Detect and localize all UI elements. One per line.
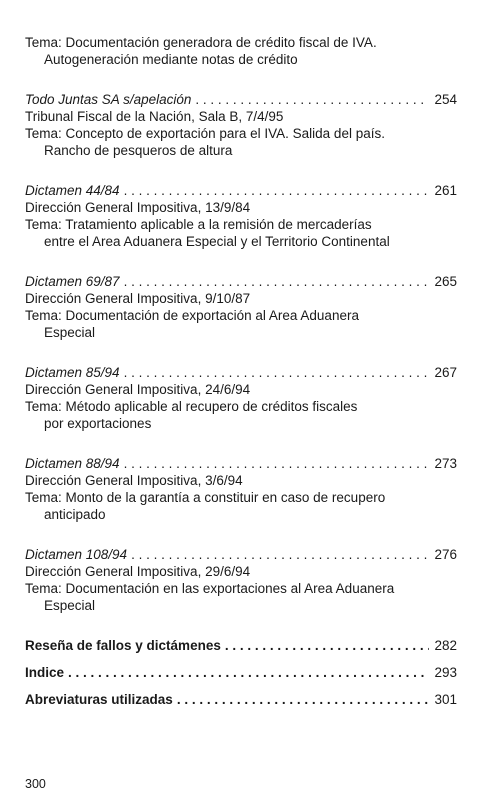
tema-continuation: entre el Area Aduanera Especial y el Territorio Continental [44, 234, 390, 249]
section-title: Abreviaturas utilizadas [25, 692, 173, 707]
dot-leader [124, 273, 429, 290]
section-page-number: 282 [434, 638, 457, 653]
dot-leader [177, 691, 429, 708]
entry-source: Dirección General Impositiva, 9/10/87 [25, 291, 251, 306]
entry-source: Dirección General Impositiva, 3/6/94 [25, 473, 243, 488]
tema-text: Tema: Documentación de exportación al Area Aduanera [25, 308, 359, 323]
entry-source: Dirección General Impositiva, 24/6/94 [25, 382, 251, 397]
tema-text: Tema: Documentación generadora de crédito fiscal de IVA. [25, 35, 377, 50]
entry-leader-line [25, 455, 457, 472]
dot-leader [195, 91, 429, 108]
tema-continuation: anticipado [44, 507, 106, 522]
tema-continuation: Especial [44, 598, 96, 613]
dot-leader [124, 455, 429, 472]
entry-source: Tribunal Fiscal de la Nación, Sala B, 7/4/95 [25, 109, 284, 124]
section-leader-line [25, 637, 457, 654]
page-number-footer: 300 [25, 777, 46, 791]
entry-page-number: 267 [434, 365, 457, 380]
entry-leader-line [25, 364, 457, 381]
dot-leader [124, 182, 429, 199]
entry-leader-line [25, 546, 457, 563]
entry-page-number: 261 [434, 183, 457, 198]
entry-source: Dirección General Impositiva, 29/6/94 [25, 564, 251, 579]
toc-entry [25, 455, 457, 523]
entry-leader-line [25, 91, 457, 108]
entry-title: Dictamen 88/94 [25, 456, 120, 471]
toc-entry [25, 273, 457, 341]
entry-leader-line [25, 273, 457, 290]
entry-leader-line [25, 182, 457, 199]
toc-entry [25, 546, 457, 614]
entry-page-number: 254 [434, 92, 457, 107]
entry-page-number: 276 [434, 547, 457, 562]
section-leader-line [25, 691, 457, 708]
entry-title: Dictamen 85/94 [25, 365, 120, 380]
tema-text: Tema: Concepto de exportación para el IVA. Salida del país. [25, 126, 385, 141]
section-title: Indice [25, 665, 65, 680]
dot-leader [124, 364, 429, 381]
entry-source: Dirección General Impositiva, 13/9/84 [25, 200, 251, 215]
tema-text: Tema: Documentación en las exportaciones al Area Aduanera [25, 581, 395, 596]
dot-leader [225, 637, 429, 654]
toc-entry [25, 364, 457, 432]
section-page-number: 293 [434, 665, 457, 680]
section-page-number: 301 [434, 692, 457, 707]
dot-leader [68, 664, 429, 681]
tema-text: Tema: Método aplicable al recupero de créditos fiscales [25, 399, 358, 414]
section-list [25, 637, 457, 708]
tema-continuation: Autogeneración mediante notas de crédito [44, 52, 298, 67]
tema-continuation: Especial [44, 325, 96, 340]
entry-title: Dictamen 44/84 [25, 183, 120, 198]
toc-entry [25, 91, 457, 159]
section-leader-line [25, 664, 457, 681]
entry-page-number: 265 [434, 274, 457, 289]
tema-continuation: por exportaciones [44, 416, 152, 431]
dot-leader [131, 546, 429, 563]
tema-text: Tema: Tratamiento aplicable a la remisión de mercaderías [25, 217, 372, 232]
intro-block [25, 34, 457, 68]
tema-continuation: Rancho de pesqueros de altura [44, 143, 233, 158]
entry-page-number: 273 [434, 456, 457, 471]
entry-title: Todo Juntas SA s/apelación [25, 92, 192, 107]
tema-text: Tema: Monto de la garantía a constituir en caso de recupero [25, 490, 386, 505]
toc-entry [25, 182, 457, 250]
table-of-contents [25, 34, 457, 718]
section-title: Reseña de fallos y dictámenes [25, 638, 221, 653]
entry-title: Dictamen 108/94 [25, 547, 128, 562]
entry-title: Dictamen 69/87 [25, 274, 120, 289]
